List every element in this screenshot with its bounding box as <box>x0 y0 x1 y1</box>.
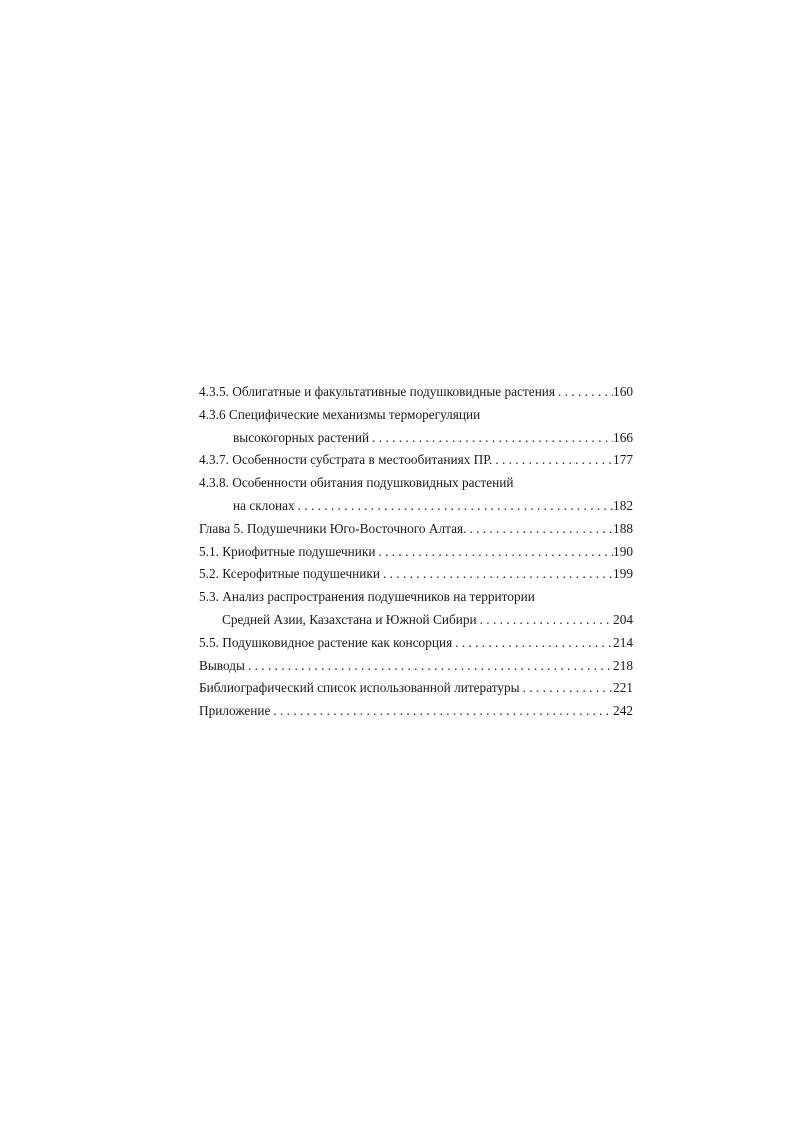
toc-entry <box>199 655 633 678</box>
toc-entry-title: 5.5. Подушковидное растение как консорция <box>199 634 453 650</box>
dot-leader <box>452 632 613 655</box>
toc-entry-page: 190 <box>613 543 633 559</box>
toc-entry <box>199 563 633 586</box>
toc-entry-page: 242 <box>613 703 633 719</box>
toc-entry-title: Библиографический список использованной литературы <box>199 680 520 696</box>
toc-entry <box>199 381 633 404</box>
toc-entry-title: 5.1. Криофитные подушечники <box>199 543 376 559</box>
dot-leader <box>477 609 613 632</box>
toc-entry-title: Выводы <box>199 657 245 673</box>
toc-entry-page: 221 <box>613 680 633 696</box>
toc-entry-page: 160 <box>613 384 633 399</box>
toc-entry-page: 214 <box>613 634 633 650</box>
toc-entry-continuation <box>199 609 633 632</box>
toc-entry <box>199 677 633 700</box>
toc-entry-title: 5.2. Ксерофитные подушечники <box>199 566 380 582</box>
toc-entry <box>199 632 633 655</box>
toc-entry-title: Приложение <box>199 703 271 719</box>
toc-entry-page: 188 <box>613 520 633 536</box>
toc-entry-title: Глава 5. Подушечники Юго-Восточного Алтая. <box>199 520 467 536</box>
toc-entry-page: 182 <box>613 497 633 513</box>
toc-entry-page: 218 <box>613 657 633 673</box>
dot-leader <box>555 381 613 404</box>
toc-entry-page: 166 <box>613 429 633 445</box>
toc-entry <box>199 404 633 427</box>
toc-entry-continuation <box>199 427 633 450</box>
toc-entry <box>199 541 633 564</box>
toc-entry-title: 4.3.5. Облигатные и факультативные подушковидные растения <box>199 384 556 399</box>
toc-entry <box>199 518 633 541</box>
dot-leader <box>270 700 613 723</box>
toc-entry-title: высокогорных растений <box>233 429 370 445</box>
toc-entry-title: на склонах <box>233 497 295 513</box>
toc-entry-page: 177 <box>613 452 633 468</box>
dot-leader <box>369 427 613 450</box>
toc-entry-title: 4.3.8. Особенности обитания подушковидных растений <box>199 475 514 491</box>
toc-entry-continuation <box>199 495 633 518</box>
toc-entry <box>199 700 633 723</box>
dot-leader <box>380 563 613 586</box>
toc-entry <box>199 586 633 609</box>
dot-leader <box>375 541 613 564</box>
dot-leader <box>466 518 613 541</box>
toc-entry-title: 4.3.7. Особенности субстрата в местообитаниях ПР. <box>199 452 493 468</box>
toc-entry <box>199 449 633 472</box>
toc-entry-page: 199 <box>613 566 633 582</box>
toc-entry <box>199 472 633 495</box>
dot-leader <box>245 655 613 678</box>
toc-entry-title: 4.3.6 Специфические механизмы терморегуляции <box>199 406 481 422</box>
dot-leader <box>520 677 613 700</box>
dot-leader <box>295 495 613 518</box>
toc-entry-page: 204 <box>613 611 633 627</box>
dot-leader <box>492 449 613 472</box>
toc-entry-title: Средней Азии, Казахстана и Южной Сибири <box>222 611 477 627</box>
toc-entry-title: 5.3. Анализ распространения подушечников на территории <box>199 589 535 605</box>
table-of-contents <box>199 381 633 723</box>
